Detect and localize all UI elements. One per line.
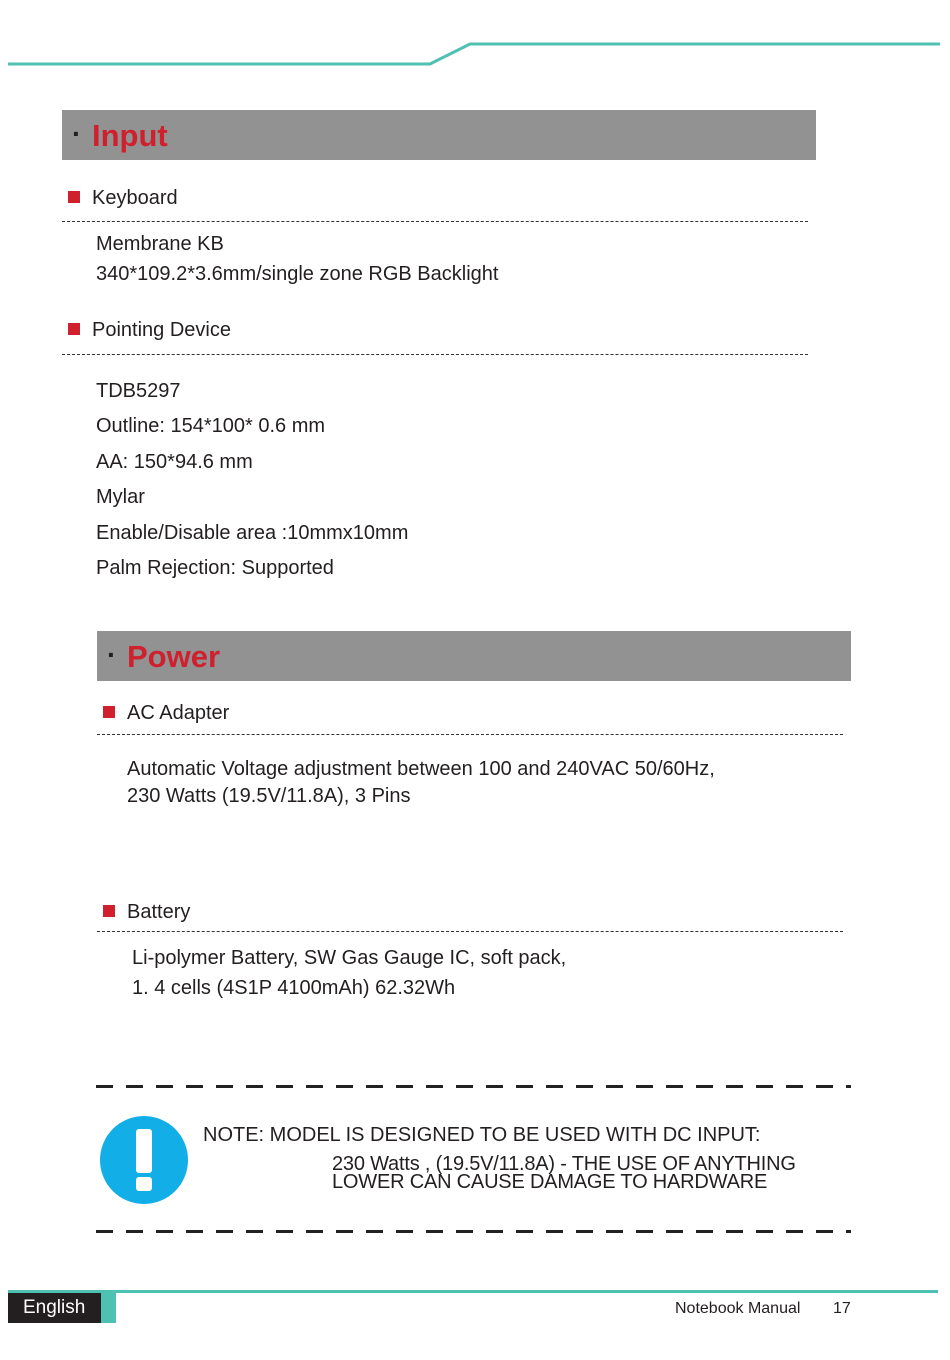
manual-label: Notebook Manual xyxy=(675,1300,801,1317)
keyboard-line: Membrane KB xyxy=(96,233,224,255)
pointing-line: AA: 150*94.6 mm xyxy=(96,451,253,473)
note-line: 230 Watts , (19.5V/11.8A) - THE USE OF ANYTHING xyxy=(332,1153,796,1175)
pointing-line: Palm Rejection: Supported xyxy=(96,557,334,579)
bullet-square-icon xyxy=(68,191,80,203)
pointing-heading: Pointing Device xyxy=(68,319,231,342)
note-title: NOTE: MODEL IS DESIGNED TO BE USED WITH DC INPUT: xyxy=(203,1124,761,1146)
battery-heading: Battery xyxy=(103,901,190,924)
divider xyxy=(62,221,808,222)
adapter-line: 230 Watts (19.5V/11.8A), 3 Pins xyxy=(127,785,411,807)
bullet-square-icon xyxy=(68,323,80,335)
footer-line xyxy=(8,1290,938,1293)
language-tab-accent xyxy=(101,1293,116,1323)
pointing-line: Enable/Disable area :10mmx10mm xyxy=(96,522,409,544)
divider xyxy=(62,354,808,355)
exclamation-icon xyxy=(99,1115,189,1205)
adapter-line: Automatic Voltage adjustment between 100 and 240VAC 50/60Hz, xyxy=(127,758,715,780)
bullet-square-icon xyxy=(103,706,115,718)
note-line: LOWER CAN CAUSE DAMAGE TO HARDWARE xyxy=(332,1171,768,1193)
language-label: English xyxy=(23,1297,86,1318)
battery-line: Li-polymer Battery, SW Gas Gauge IC, soft pack, xyxy=(132,947,567,969)
top-decor-line xyxy=(0,0,950,80)
power-section-title: Power xyxy=(127,639,221,674)
power-section-header: · Power xyxy=(97,631,851,681)
bullet-square-icon xyxy=(103,905,115,917)
note-top-border xyxy=(96,1085,851,1088)
divider xyxy=(97,931,843,932)
pointing-line: Mylar xyxy=(96,486,145,508)
pointing-line: TDB5297 xyxy=(96,380,181,402)
input-section-title: Input xyxy=(92,118,168,153)
page-number: 17 xyxy=(833,1300,851,1317)
adapter-heading: AC Adapter xyxy=(103,702,229,725)
note-body xyxy=(332,1155,796,1191)
keyboard-heading: Keyboard xyxy=(68,187,178,210)
divider xyxy=(97,734,843,735)
pointing-line: Outline: 154*100* 0.6 mm xyxy=(96,415,326,437)
input-section-header: · Input xyxy=(62,110,816,160)
keyboard-line: 340*109.2*3.6mm/single zone RGB Backlight xyxy=(96,263,499,285)
battery-line: 1. 4 cells (4S1P 4100mAh) 62.32Wh xyxy=(132,977,456,999)
note-bottom-border xyxy=(96,1230,851,1233)
